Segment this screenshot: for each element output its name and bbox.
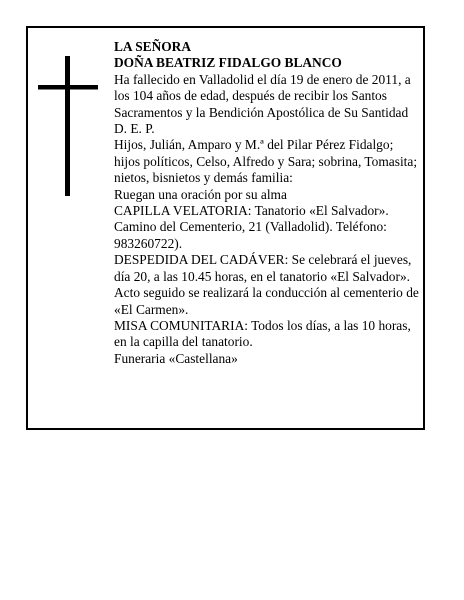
farewell-info: DESPEDIDA DEL CADÁVER: Se celebrará el jueves, día 20, a las 10.45 horas, en el tanatorio «El Salvador». Acto seguido se realizará la conducción al cementerio de «El Carmen». (114, 252, 419, 317)
mass-info: MISA COMUNITARIA: Todos los días, a las 10 horas, en la capilla del tanatorio. (114, 317, 411, 350)
prayer-request: Ruegan una oración por su alma (114, 186, 287, 202)
deceased-name: DOÑA BEATRIZ FIDALGO BLANCO (114, 55, 342, 71)
notice-heading: LA SEÑORA (114, 39, 192, 54)
death-paragraph: Ha fallecido en Valladolid el día 19 de enero de 2011, a los 104 años de edad, después de recibir los Santos Sacramentos y la Bendición Apostólica de Su Santidad (114, 71, 411, 120)
rip-line: D. E. P. (114, 121, 155, 137)
funeral-home: Funeraria «Castellana» (114, 350, 238, 366)
family-paragraph: Hijos, Julián, Amparo y M.ª del Pilar Pérez Fidalgo; hijos políticos, Celso, Alfredo y Sara; sobrina, Tomasita; nietos, bisnietos y demás familia: (114, 137, 418, 186)
obituary-text (114, 39, 420, 367)
chapel-info: CAPILLA VELATORIA: Tanatorio «El Salvador». Camino del Cementerio, 21 (Valladolid). Teléfono: 983260722). (114, 203, 389, 251)
